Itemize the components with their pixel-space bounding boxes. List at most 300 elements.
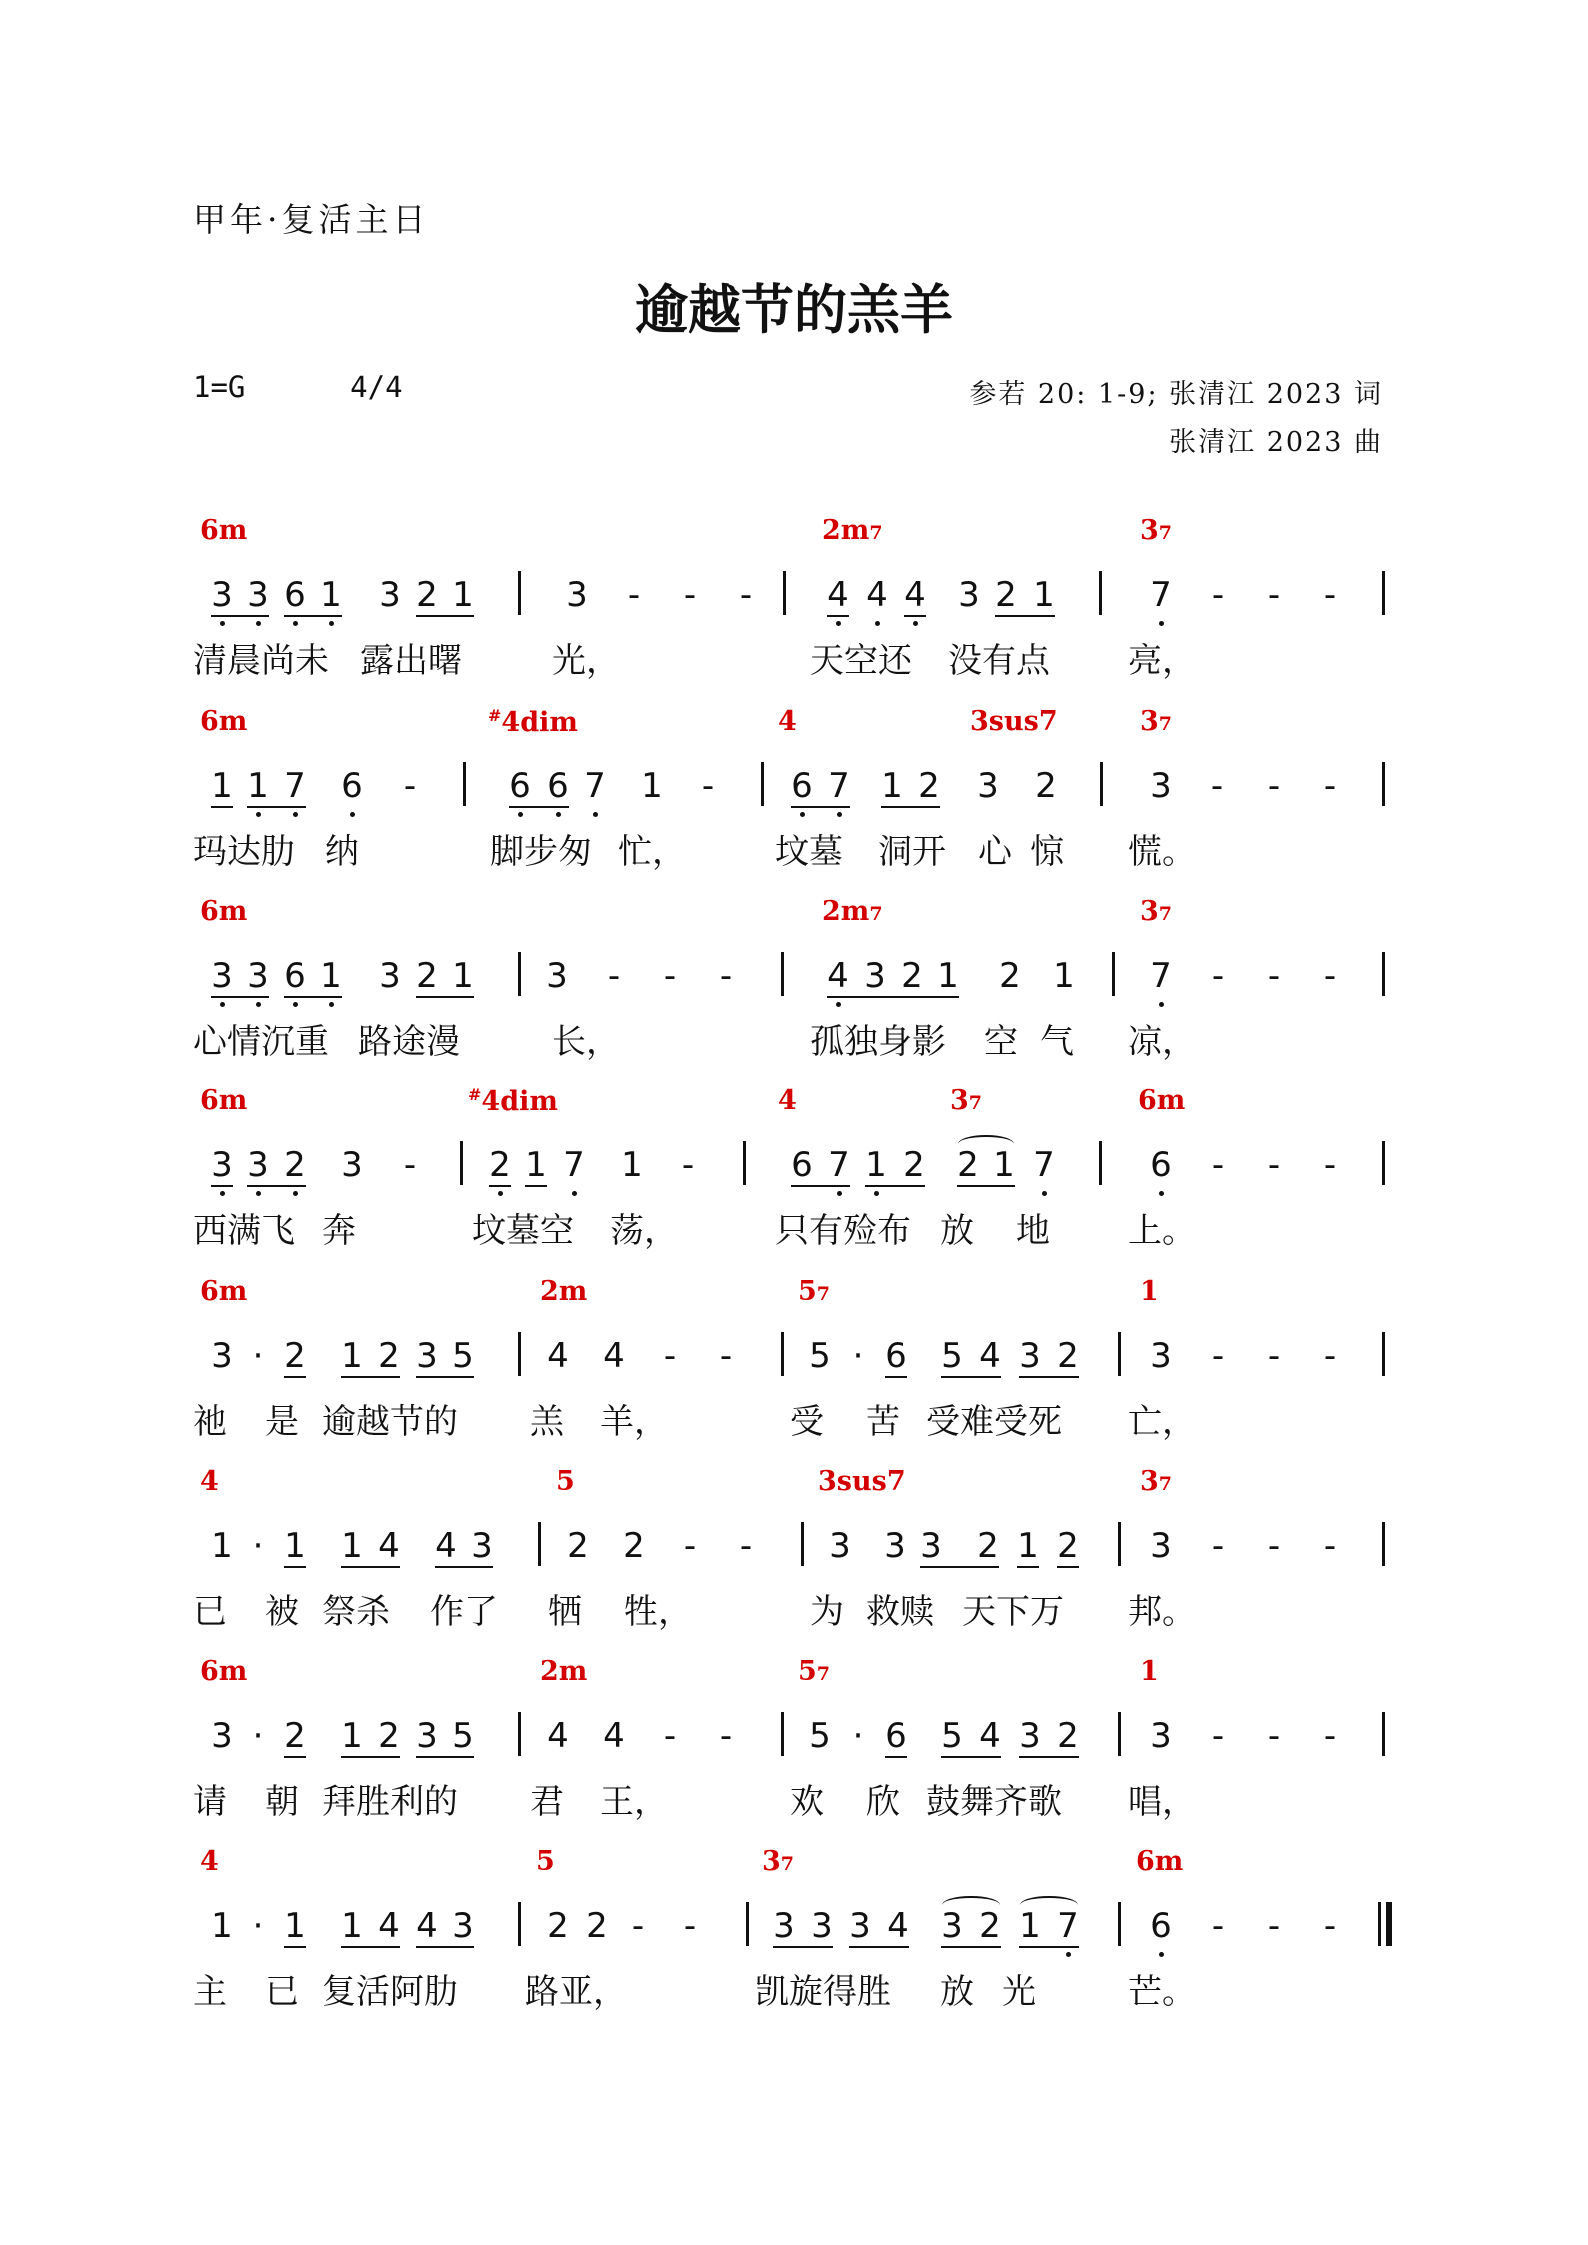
sustain-dash: - — [1211, 575, 1225, 615]
chord-symbol: 3sus7 — [818, 1466, 906, 1497]
note: 3 — [211, 1336, 233, 1376]
bar-line — [781, 1712, 784, 1756]
chord-symbol: 57 — [798, 1656, 831, 1687]
lyric-word: 放 — [940, 1972, 974, 2012]
sustain-dash: - — [683, 575, 697, 615]
lyric-word: 天空还 — [810, 641, 912, 681]
note: 4 — [827, 956, 849, 996]
note: 4 — [603, 1336, 625, 1376]
note: 3 — [211, 956, 233, 996]
sustain-dash: - — [1211, 1906, 1225, 1946]
sustain-dash: - — [1267, 1336, 1281, 1376]
system-4 — [0, 1085, 1588, 1265]
lyric-word: 玛达肋 — [193, 832, 295, 872]
chord-symbol: 3sus7 — [970, 706, 1058, 737]
bar-line — [1382, 571, 1385, 615]
chord-symbol: 6m — [200, 1656, 248, 1687]
lyric-word: 惊 — [1030, 832, 1064, 872]
note: 7 — [1057, 1906, 1079, 1946]
beam-underline — [284, 615, 342, 617]
note: 7 — [828, 766, 850, 806]
note: 1 — [621, 1145, 643, 1185]
bar-line — [518, 571, 521, 615]
lyric-word: 亮， — [1128, 641, 1196, 681]
lyric-word: 路亚， — [525, 1972, 627, 2012]
chord-symbol: 37 — [1140, 515, 1173, 546]
bar-line — [746, 1902, 749, 1946]
note: 3 — [829, 1526, 851, 1566]
note: 2 — [284, 1336, 306, 1376]
bar-line — [1382, 1712, 1385, 1756]
lyric-word: 脚步匆 — [490, 832, 592, 872]
augmentation-dot: · — [852, 1716, 864, 1756]
note: 4 — [979, 1716, 1001, 1756]
lyric-word: 唱， — [1128, 1782, 1196, 1822]
chord-symbol: 2m — [540, 1276, 588, 1307]
beam-underline — [920, 1566, 999, 1568]
chord-symbol: 6m — [200, 1085, 248, 1116]
note: 6 — [791, 1145, 813, 1185]
lyric-word: 西满飞 — [193, 1211, 295, 1251]
lyric-word: 上。 — [1128, 1211, 1196, 1251]
note: 3 — [977, 766, 999, 806]
chord-symbol: 6m — [1138, 1085, 1186, 1116]
lyric-word: 朝 — [265, 1782, 299, 1822]
note: 7 — [1150, 956, 1172, 996]
beam-underline — [284, 1946, 306, 1948]
note: 4 — [827, 575, 849, 615]
sustain-dash: - — [663, 1716, 677, 1756]
lyric-word: 天下万 — [962, 1592, 1064, 1632]
beam-underline — [941, 1946, 1001, 1948]
lyric-word: 受难受死 — [926, 1402, 1062, 1442]
lyric-word: 慌。 — [1128, 832, 1196, 872]
system-1 — [0, 515, 1588, 695]
lyrics-row — [0, 1584, 1588, 1632]
notation-row — [0, 1516, 1588, 1576]
note: 2 — [284, 1145, 306, 1185]
lyric-word: 纳 — [325, 832, 359, 872]
beam-underline — [1019, 1756, 1079, 1758]
lyric-word: 已 — [265, 1972, 299, 2012]
sustain-dash: - — [1211, 1336, 1225, 1376]
beam-underline — [1017, 1566, 1039, 1568]
note: 1 — [1053, 956, 1075, 996]
note: 1 — [937, 956, 959, 996]
notation-row — [0, 1326, 1588, 1386]
credit-music: 张清江 2023 曲 — [1169, 427, 1383, 458]
note: 3 — [1019, 1716, 1041, 1756]
note: 3 — [247, 956, 269, 996]
note: 3 — [452, 1906, 474, 1946]
note: 4 — [547, 1716, 569, 1756]
beam-underline — [284, 1566, 306, 1568]
lyric-word: 空 — [984, 1022, 1018, 1062]
lyric-word: 凯旋得胜 — [755, 1972, 891, 2012]
note: 6 — [885, 1336, 907, 1376]
sustain-dash: - — [1323, 1336, 1337, 1376]
tie-arc — [1020, 1896, 1078, 1914]
chord-symbol: 6m — [1136, 1846, 1184, 1877]
chord-symbol: 4 — [778, 706, 797, 737]
beam-underline — [881, 806, 940, 808]
note: 3 — [416, 1336, 438, 1376]
sustain-dash: - — [1323, 766, 1337, 806]
chord-symbol: 37 — [762, 1846, 795, 1877]
note: 3 — [341, 1145, 363, 1185]
beam-underline — [827, 615, 849, 617]
note: 3 — [1150, 766, 1172, 806]
final-bar-line — [1386, 1902, 1392, 1946]
note: 1 — [641, 766, 663, 806]
sustain-dash: - — [719, 956, 733, 996]
sustain-dash: - — [1267, 956, 1281, 996]
note: 6 — [341, 766, 363, 806]
note: 1 — [247, 766, 269, 806]
lyric-word: 复活阿肋 — [322, 1972, 458, 2012]
chord-symbol: 6m — [200, 515, 248, 546]
note: 6 — [509, 766, 531, 806]
note: 3 — [1150, 1336, 1172, 1376]
beam-underline — [885, 1756, 907, 1758]
lyrics-row — [0, 1014, 1588, 1062]
lyric-word: 祭杀 — [322, 1592, 390, 1632]
note: 4 — [435, 1526, 457, 1566]
lyric-word: 逾越节的 — [322, 1402, 458, 1442]
chord-symbol: 37 — [1140, 706, 1173, 737]
note: 2 — [977, 1526, 999, 1566]
lyric-word: 是 — [265, 1402, 299, 1442]
note: 2 — [901, 956, 923, 996]
time-signature: 4/4 — [350, 370, 403, 404]
beam-underline — [211, 615, 269, 617]
lyrics-row — [0, 1394, 1588, 1442]
beam-underline — [509, 806, 569, 808]
chord-symbol: 5 — [556, 1466, 575, 1497]
note: 5 — [452, 1336, 474, 1376]
lyric-word: 地 — [1016, 1211, 1050, 1251]
lyric-word: 洞开 — [878, 832, 946, 872]
sustain-dash: - — [1323, 1145, 1337, 1185]
beam-underline — [791, 1185, 850, 1187]
notation-row — [0, 1896, 1588, 1956]
bar-line — [1099, 1141, 1102, 1185]
chord-symbol: 2m7 — [822, 896, 883, 927]
note: 3 — [211, 575, 233, 615]
note: 3 — [1019, 1336, 1041, 1376]
beam-underline — [885, 1376, 907, 1378]
note: 3 — [211, 1716, 233, 1756]
bar-line — [743, 1141, 746, 1185]
lyric-word: 亡， — [1128, 1402, 1196, 1442]
note: 5 — [809, 1336, 831, 1376]
sustain-dash: - — [739, 1526, 753, 1566]
lyric-word: 苦 — [866, 1402, 900, 1442]
lyric-word: 已 — [193, 1592, 227, 1632]
note: 6 — [284, 956, 306, 996]
sustain-dash: - — [681, 1145, 695, 1185]
note: 4 — [866, 575, 888, 615]
chord-symbol: 37 — [1140, 1466, 1173, 1497]
beam-underline — [1019, 1376, 1079, 1378]
bar-line — [781, 1332, 784, 1376]
bar-line — [1099, 571, 1102, 615]
note: 7 — [563, 1145, 585, 1185]
bar-line — [801, 1522, 804, 1566]
note: 3 — [920, 1526, 942, 1566]
notation-row — [0, 1135, 1588, 1195]
sustain-dash: - — [1323, 1526, 1337, 1566]
note: 6 — [547, 766, 569, 806]
note: 3 — [958, 575, 980, 615]
lyric-word: 牺 — [548, 1592, 582, 1632]
bar-line — [1382, 1332, 1385, 1376]
beam-underline — [211, 806, 233, 808]
beam-underline — [211, 1185, 233, 1187]
lyric-word: 心 — [978, 832, 1012, 872]
bar-line — [518, 1902, 521, 1946]
note: 2 — [999, 956, 1021, 996]
note: 1 — [341, 1716, 363, 1756]
lyric-word: 凉， — [1128, 1022, 1196, 1062]
bar-line — [1382, 1141, 1385, 1185]
note: 6 — [284, 575, 306, 615]
chord-symbol: 57 — [798, 1276, 831, 1307]
sustain-dash: - — [1211, 1145, 1225, 1185]
note: 6 — [1150, 1145, 1172, 1185]
note: 3 — [471, 1526, 493, 1566]
beam-underline — [1019, 1946, 1079, 1948]
note: 4 — [378, 1906, 400, 1946]
lyrics-row — [0, 1774, 1588, 1822]
lyric-word: 拜胜利的 — [322, 1782, 458, 1822]
note: 2 — [623, 1526, 645, 1566]
note: 1 — [284, 1906, 306, 1946]
lyric-word: 没有点 — [948, 641, 1050, 681]
augmentation-dot: · — [252, 1336, 264, 1376]
season-label: 甲年·复活主日 — [193, 200, 430, 239]
note: 2 — [1035, 766, 1057, 806]
beam-underline — [1057, 1566, 1079, 1568]
sustain-dash: - — [719, 1716, 733, 1756]
lyric-word: 邦。 — [1128, 1592, 1196, 1632]
chord-symbol: 6m — [200, 706, 248, 737]
credit-words: 参若 20: 1-9; 张清江 2023 词 — [969, 379, 1383, 410]
sustain-dash: - — [1323, 575, 1337, 615]
lyric-word: 坟墓 — [775, 832, 843, 872]
chord-symbol: 4 — [200, 1846, 219, 1877]
note: 2 — [416, 575, 438, 615]
sustain-dash: - — [1267, 1906, 1281, 1946]
note: 7 — [284, 766, 306, 806]
bar-line — [1118, 1712, 1121, 1756]
lyric-word: 心情沉重 — [193, 1022, 329, 1062]
lyric-word: 请 — [193, 1782, 227, 1822]
note: 2 — [378, 1716, 400, 1756]
chord-symbol: 6m — [200, 896, 248, 927]
note: 2 — [586, 1906, 608, 1946]
lyric-word: 作了 — [430, 1592, 498, 1632]
note: 4 — [603, 1716, 625, 1756]
sustain-dash: - — [631, 1906, 645, 1946]
beam-underline — [416, 996, 474, 998]
note: 3 — [247, 575, 269, 615]
sustain-dash: - — [701, 766, 715, 806]
sustain-dash: - — [1211, 1526, 1225, 1566]
sustain-dash: - — [607, 956, 621, 996]
lyrics-row — [0, 1203, 1588, 1251]
beam-underline — [416, 1376, 474, 1378]
note: 1 — [211, 1526, 233, 1566]
beam-underline — [849, 1946, 909, 1948]
note: 1 — [452, 575, 474, 615]
sustain-dash: - — [1323, 1716, 1337, 1756]
note: 1 — [993, 1145, 1015, 1185]
beam-underline — [773, 1946, 833, 1948]
note: 1 — [452, 956, 474, 996]
bar-line — [518, 952, 521, 996]
beam-underline — [284, 1376, 306, 1378]
system-5 — [0, 1276, 1588, 1456]
note: 4 — [887, 1906, 909, 1946]
note: 5 — [941, 1336, 963, 1376]
beam-underline — [435, 1566, 493, 1568]
note: 3 — [247, 1145, 269, 1185]
note: 3 — [379, 956, 401, 996]
note: 2 — [1057, 1716, 1079, 1756]
note: 2 — [903, 1145, 925, 1185]
key-label: 1=G — [193, 370, 246, 404]
tie-arc — [942, 1896, 1000, 1914]
lyric-word: 光 — [1002, 1972, 1036, 2012]
bar-line — [761, 762, 764, 806]
sustain-dash: - — [1267, 1716, 1281, 1756]
lyric-word: 牲， — [624, 1592, 692, 1632]
lyric-word: 光， — [552, 641, 620, 681]
note: 6 — [791, 766, 813, 806]
lyric-word: 王， — [600, 1782, 668, 1822]
lyric-word: 孤独身影 — [810, 1022, 946, 1062]
note: 1 — [865, 1145, 887, 1185]
note: 2 — [547, 1906, 569, 1946]
beam-underline — [525, 1185, 547, 1187]
lyric-word: 芒。 — [1128, 1972, 1196, 2012]
note: 3 — [864, 956, 886, 996]
lyric-word: 为 — [810, 1592, 844, 1632]
chord-symbol: 1 — [1140, 1656, 1159, 1687]
notation-row — [0, 946, 1588, 1006]
chord-symbol: 4 — [200, 1466, 219, 1497]
lyric-word: 清晨尚未 — [193, 641, 329, 681]
lyric-word: 羊， — [600, 1402, 668, 1442]
note: 4 — [979, 1336, 1001, 1376]
sustain-dash: - — [719, 1336, 733, 1376]
beam-underline — [416, 615, 438, 617]
lyric-word: 欣 — [866, 1782, 900, 1822]
note: 1 — [211, 766, 233, 806]
bar-line — [1378, 1902, 1381, 1946]
beam-underline — [941, 1756, 1001, 1758]
beam-underline — [211, 996, 269, 998]
lyric-word: 忙， — [618, 832, 686, 872]
system-3 — [0, 896, 1588, 1076]
tie-arc — [958, 1135, 1014, 1153]
sustain-dash: - — [663, 1336, 677, 1376]
note: 4 — [904, 575, 926, 615]
sustain-dash: - — [1267, 575, 1281, 615]
note: 7 — [1150, 575, 1172, 615]
augmentation-dot: · — [252, 1526, 264, 1566]
note: 1 — [284, 1526, 306, 1566]
beam-underline — [341, 1566, 400, 1568]
note: 3 — [546, 956, 568, 996]
note: 1 — [320, 575, 342, 615]
beam-underline — [791, 806, 850, 808]
chord-symbol: #4dim — [488, 706, 578, 738]
system-2 — [0, 706, 1588, 886]
note: 2 — [918, 766, 940, 806]
lyric-word: 羔 — [530, 1402, 564, 1442]
bar-line — [1382, 762, 1385, 806]
note: 1 — [525, 1145, 547, 1185]
sustain-dash: - — [663, 956, 677, 996]
lyric-word: 荡， — [610, 1211, 678, 1251]
bar-line — [518, 1332, 521, 1376]
note: 3 — [773, 1906, 795, 1946]
note: 3 — [1150, 1716, 1172, 1756]
beam-underline — [941, 1376, 1001, 1378]
beam-underline — [827, 996, 959, 998]
note: 3 — [1150, 1526, 1172, 1566]
lyric-word: 救赎 — [866, 1592, 934, 1632]
sustain-dash: - — [683, 1526, 697, 1566]
note: 7 — [1033, 1145, 1055, 1185]
note: 2 — [567, 1526, 589, 1566]
augmentation-dot: · — [252, 1716, 264, 1756]
note: 1 — [1033, 575, 1055, 615]
lyric-word: 祂 — [193, 1402, 227, 1442]
notation-row — [0, 565, 1588, 625]
lyrics-row — [0, 824, 1588, 872]
system-8 — [0, 1846, 1588, 2026]
chord-symbol: 37 — [950, 1085, 983, 1116]
beam-underline — [416, 1946, 474, 1948]
note: 2 — [1057, 1526, 1079, 1566]
note: 3 — [416, 1716, 438, 1756]
beam-underline — [416, 1756, 474, 1758]
note: 1 — [341, 1526, 363, 1566]
augmentation-dot: · — [252, 1906, 264, 1946]
lyric-word: 奔 — [322, 1211, 356, 1251]
sustain-dash: - — [1210, 766, 1224, 806]
bar-line — [1100, 762, 1103, 806]
lyric-word: 放 — [940, 1211, 974, 1251]
beam-underline — [284, 1756, 306, 1758]
note: 1 — [881, 766, 903, 806]
song-title: 逾越节的羔羊 — [635, 280, 953, 341]
sustain-dash: - — [627, 575, 641, 615]
sustain-dash: - — [403, 1145, 417, 1185]
lyric-word: 欢 — [790, 1782, 824, 1822]
note: 3 — [849, 1906, 871, 1946]
note: 3 — [379, 575, 401, 615]
sustain-dash: - — [1267, 766, 1281, 806]
note: 5 — [452, 1716, 474, 1756]
note: 2 — [378, 1336, 400, 1376]
note: 3 — [211, 1145, 233, 1185]
bar-line — [781, 952, 784, 996]
note: 1 — [341, 1336, 363, 1376]
